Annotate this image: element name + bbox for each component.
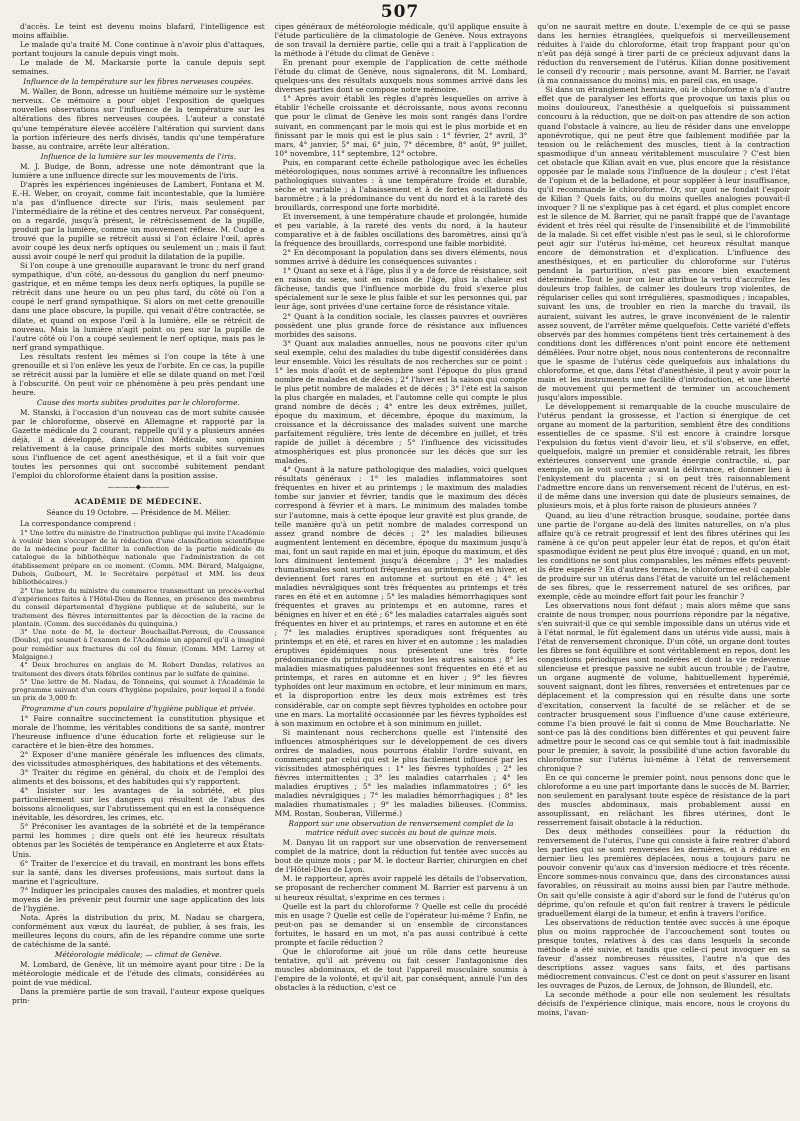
paragraph: d'accès. Le teint est devenu moins blafard, l'intelligence est moins affaiblie. [12, 22, 265, 41]
correspondence-item: 1° Une lettre du ministre de l'instruction publique qui invite l'Académie à vouloir bien s'occuper de la rédaction d'une classification scientifique de la médecine pour faciliter la confection de la partie médicale du catalogue de la bibliothèque nationale que l'administration de cet établissement prépare en ce moment. (Comm. MM. Bérard, Malgaigne, Dubois, Guibourt, M. le Secrétaire perpétuel et MM. les deux bibliothécaires.) [12, 528, 265, 587]
paragraph: 3° Traiter du régime en général, du choix et de l'emploi des aliments et des boissons, et des habitudes qui s'y rapportent. [12, 768, 265, 787]
paragraph: Quand, au lieu d'une rétraction brusque, soudaine, portée dans une partie de l'organe au-delà des limites naturelles, on n'a plus affaire qu'à ce retrait progressif et lent des fibres utérines qui les ramène à ce qu'on peut appeler leur état de repos, et qu'on était spasmodique évident ne peut plus être invoqué ; quand, en un mot, les conditions ne sont plus comparables, les mêmes effets peuvent-ils être espérés ? En d'autres termes, le chloroforme est-il capable de produire sur un utérus dans l'état de vacuité un tel relâchement de ses fibres, que le resserrement naturel de ses orifices, par exemple, cède au moindre effort fait pour les franchir ? [537, 510, 791, 601]
paragraph: Nota. Après la distribution du prix, M. Nadau se chargera, conformément aux vœux du lauréat, de publier, à ses frais, les meilleures leçons du cours, afin de les répandre comme une sorte de catéchisme de la santé. [12, 912, 265, 949]
paragraph: M. J. Budge, de Bonn, adresse une note démontrant que la lumière a une influence directe sur les mouvements de l'iris. [12, 161, 265, 180]
paragraph: 2° Exposer d'une manière générale les influences des climats, des vicissitudes atmosphériques, des habitations et des vêtements. [12, 750, 265, 769]
paragraph: Et inversement, à une température chaude et prolongée, humide et peu variable, à la rareté des vents du nord, à la hauteur comparative et à de faibles oscillations des baromètres, ainsi qu'à la fréquence des brouillards, correspond une faible morbidité. [274, 211, 528, 249]
paragraph: 4° Quant à la nature pathologique des maladies, voici quelques résultats généraux : 1° les maladies inflammatoires sont fréquentes en hiver et au printemps ; le maximum des maladies tombe sur janvier et février, tandis que le maximum des décès correspond à février et à mars. Le minimum des malades tombe sur l'automne, mais à cette époque leur gravité est plus grande, de telle manière qu'à un petit nombre de malades correspond un assez grand nombre de décès ; 2° les maladies bilieuses augmentent lentement en décembre, époque du maximum jusqu'à mai, font un saut rapide en mai et juin, époque du maximum, et dès lors diminuent lentement jusqu'à décembre ; 3° les maladies rhumatismales sont surtout fréquentes au printemps et en hiver, et deviennent fort rares en automne et surtout en été ; 4° les maladies névralgiques sont très fréquentes au printemps et très rares en été et en automne ; 5° les maladies hémorrhagiques sont fréquentes et graves au printemps et en automne, rares et bénignes en hiver et en été ; 6° les maladies catarrales aiguës sont fréquentes en hiver et au printemps, et rares en automne et en été ; 7° les maladies éruptives sporadiques sont fréquentes au printemps et en été, et rares en hiver et en automne ; les maladies éruptives épidémiques nous présentent une très forte prédominance du printemps sur toutes les autres saisons ; 8° les maladies miasmatiques paludéennes sont fréquentes en été et au printemps, et rares en automne et en hiver ; 9° les fièvres typhoïdes ont leur maximum en octobre, et leur minimum en mars, et la disproportion entre les deux mois extrêmes est très considérable, car on compte sept fièvres typhoïdes en octobre pour une en mars. La mortalité occasionnée par les fièvres typhoïdes est à son maximum en octobre et à son minimum en juillet. [274, 465, 528, 728]
paragraph: Si l'on coupe à une grenouille auparavant le tronc du nerf grand sympathique, d'un côté, au-dessous du ganglion du nerf pneumo-gastrique, et en même temps les deux nerfs optiques, la pupille se rétrécit dans une heure ou un peu plus tard, du côté où l'on a coupé le nerf grand sympathique. Si alors on met cette grenouille dans une place obscure, la pupille, qui venait d'être contractée, se dilate, et quand on expose l'œil à la lumière, elle se rétrécit de nouveau. Mais la lumière n'agit point ou peu sur la pupille de l'autre côté où l'on a coupé seulement le nerf optique, mais pas le nerf grand sympathique. [12, 261, 265, 352]
paragraph: cipes généraux de météorologie médicale, qu'il applique ensuite à l'étude particulière de la climatologie de Genève. Nous extrayons de son travail la dernière partie, celle qui a trait à l'application de la méthode à l'étude du climat de Genève : [274, 22, 528, 59]
paragraph: 1° Après avoir établi les règles d'après lesquelles on arrive à établir l'échelle croissante et décroissante, nous avons reconnu que pour le climat de Genève les mois sont rangés dans l'ordre suivant, en commençant par le mois qui est le plus morbide et en finissant par le mois qui est le plus sain : 1° février, 2° avril, 3° mars, 4° janvier, 5° mai, 6° juin, 7° décembre, 8° août, 9° juillet, 10° novembre, 11° septembre, 12° octobre. [274, 94, 528, 158]
subheading: Influence de la température sur les fibres nerveuses coupées. [23, 77, 254, 87]
paragraph: 2° En décomposant la population dans ses divers éléments, nous sommes arrivé à déduire les conséquences suivantes : [274, 248, 528, 267]
correspondence-item: 3° Une note de M. le docteur Bouchaillat-Perroux, de Coussance (Doubs), qui soumet à l'examen de l'Académie un appareil qu'il a imaginé pour remédier aux fractures du col du fémur. (Comm. MM. Larrey et Malgaigne.) [12, 628, 265, 661]
subheading: Rapport sur une observation de renversement complet de la matrice réduit avec succès au bout de quinze mois. [288, 819, 514, 838]
paragraph: Les observations nous font défaut ; mais alors même que sans crainte de nous tromper, nous pourrions répondre par la négative, s'en suivrait-il que ce qui semble impossible dans un utérus vide et à l'état normal, le fût également dans un utérus vide aussi, mais à l'état de renversement chronique. D'un côté, un organe dont toutes les fibres se font équilibre et sont véritablement en repos, dont les congestions périodiques sont modérées et dont la vie redevenue silencieuse et presque passive ne subit aucun trouble ; de l'autre, un organe augmenté de volume, habituellement hyperémié, souvent saignant, dont les fibres, renversées et entretenues par ce déplacement et la compression qui en résulte dans une sorte d'excitation, conservent la faculté de se relâcher et de se contracter brusquement sous l'influence d'une cause extérieure, comme l'a bien prouvé le fait si connu de Mme Boucharlatte. Ne sont-ce pas là des conditions bien différentes et qui peuvent faire admettre pour le second cas ce qui semble tout à fait inadmissible pour le premier, à savoir, la possibilité d'une action favorable du chloroforme sur l'utérus lui-même à l'état de renversement chronique ? [537, 601, 791, 773]
paragraph: 1° Faire connaître succinctement la constitution physique et morale de l'homme, les véritables conditions de sa santé, montrer l'heureuse influence d'une éducation forte et religieuse sur le caractère et le bien-être des hommes. [12, 713, 265, 750]
paragraph: La seconde méthode a pour elle non seulement les résultats décisifs de l'expérience clinique, mais encore, nous le croyons du moins, l'avan- [537, 990, 791, 1018]
paragraph: Le malade de M. Mackarsie porte la canule depuis sept semaines. [12, 58, 265, 77]
section-heading: ACADÉMIE DE MÉDECINE. [74, 497, 203, 507]
correspondence-item: 4° Deux brochures en anglais de M. Robert Dundas, relatives au traitement des divers états fébriles continus par le sulfate de quinine. [12, 661, 265, 678]
paragraph: Les observations de réduction tentée avec succès à une époque plus ou moins rapprochée de l'accouchement sont toutes ou presque toutes, relatives à des cas dans lesquels la seconde méthode a été suivie, et tandis que celle-ci peut invoquer en sa faveur d'assez nombreuses réussites, l'autre n'a que des descriptions assez vagues sans faits, et des partisans médiocrement convaincus. C'est ce dont on peut s'assurer en lisant les ouvrages de Puzos, de Leroux, de Johnson, de Blundell, etc. [537, 917, 791, 990]
paragraph: 7° Indiquer les principales causes des maladies, et montrer quels moyens de les prévenir peut fournir une sage application des lois de l'hygiène. [12, 885, 265, 913]
paragraph: M. Stanski, à l'occasion d'un nouveau cas de mort subite causée par le chloroforme, observé en Allemagne et rapporté par la Gazette médicale du 2 courant, rappelle qu'il y a plusieurs années déjà, il a développé, dans l'Union Médicale, son opinion relativement à la cause principale des morts subites survenues sous l'influence de cet agent anesthésique, et il a fait voir que toutes les personnes qui ont succombé subitement pendant l'emploi du chloroforme étaient dans la position assise. [12, 407, 265, 481]
paragraph: Puis, en comparant cette échelle pathologique avec les échelles météorologiques, nous sommes arrivé à reconnaître les influences pathologiques suivantes : à une température froide et durable, sèche et variable ; à l'abaissement et à de fortes oscillations du baromètre ; à la prédominance du vent du nord et à la rareté des brouillards, correspond une forte morbidité. [274, 157, 528, 212]
paragraph: M. Waller, de Bonn, adresse un huitième mémoire sur le système nerveux. Ce mémoire a pour objet l'exposition de quelques nouvelles observations sur l'influence de la température sur les altérations des fibres nerveuses coupées. L'auteur a constaté qu'une température élevée accélère l'altération qui survient dans la portion inférieure des nerfs divisés, tandis qu'une température basse, au contraire, arrête leur altération. [12, 87, 265, 151]
correspondence-item: 2° Une lettre du ministre du commerce transmettant un procès-verbal d'expériences faites à l'Hôtel-Dieu de Rennes, en présence des membres du conseil départemental d'hygiène publique et de salubrité, sur le traitement des fièvres intermittentes par la décoction de la racine de plantain. (Comm. des succédanés du quinquina.) [12, 586, 265, 628]
paragraph: Si maintenant nous recherchons quelle est l'intensité des influences atmosphériques sur le développement de ces divers ordres de maladies, nous pourrons établir l'ordre suivant, en commençant par celui qui est le plus facilement influencé par les vicissitudes atmosphériques : 1° les fièvres typhoïdes ; 2° les fièvres intermittentes ; 3° les maladies catarrhales ; 4° les maladies éruptives ; 5° les maladies inflammatoires ; 6° les maladies névralgiques ; 7° les maladies hémorrhagiques ; 8° les maladies rhumatismales ; 9° les maladies bilieuses. (Commiss. MM. Rostan, Souberan, Villermé.) [274, 727, 528, 819]
paragraph: Les résultats restent les mêmes si l'on coupe la tête à une grenouille et si l'on enlève les yeux de l'orbite. En ce cas, la pupille se rétrécit aussi par la lumière et elle se dilate quand on met l'œil à l'obscurité. On peut voir ce phénomène à peu près pendant une heure. [12, 351, 265, 397]
paragraph: M. le rapporteur, après avoir rappelé les détails de l'observation, se proposant de rechercher comment M. Barrier est parvenu à un si heureux résultat, s'exprime en ces termes : [274, 874, 528, 902]
paragraph: 5° Préconiser les avantages de la sobriété et de la tempérance parmi les hommes ; dire quels ont été les heureux résultats obtenus par les Sociétés de tempérance en Angleterre et aux États-Unis. [12, 822, 265, 859]
paragraph: La correspondance comprend : [20, 519, 137, 529]
paragraph: 2° Quant à la condition sociale, les classes pauvres et ouvrières possèdent une plus grande force de résistance aux influences morbides des saisons. [274, 311, 528, 339]
paragraph: Si dans un étranglement herniaire, où le chloroforme n'a d'autre effet que de paralyser les efforts que provoque un taxis plus ou moins douloureux, l'anesthésie a quelquefois si puissamment concouru à la réduction, que ne doit-on pas attendre de son action quand l'obstacle à vaincre, au lieu de résider dans une enveloppe aponévrotique, qui ne peut être que faiblement modifiée par la tension ou le relâchement des muscles, tient à la contraction spasmodique d'un anneau véritablement musculaire ? C'est bien cet obstacle que Kilian avait en vue, plus encore que la résistance opposée par le malade sous l'influence de la douleur ; c'est l'état de l'opium et de la belladone, et pour suppléer à leur insuffisance, qu'il recommande le chloroforme. Or, sur quoi ne fondait l'espoir de Kilian ? Quels faits, ou du moins quelles analogies pouvait-il invoquer ? Il ne s'explique pas à cet égard, et plus complet encore est le silence de M. Barrier, qui ne paraît frappé que de l'avantage évident et très réel qui résulte de l'insensibilité et de l'immobilité de la malade. Si cet effet visible n'est pas le seul, si le chloroforme peut agir sur l'utérus lui-même, cet heureux résultat manque encore de démonstration et d'explication. L'influence des anesthésiques, et en particulier du chloroforme sur l'utérus pendant la parturition, n'est pas encore bien exactement déterminée. Tout le jour on leur attribue la vertu d'accroître les douleurs trop faibles, de calmer les douleurs trop violentes, de régulariser celles qui sont irrégulières, spasmodiques ; incapables, suivant les uns, de troubler en rien la marche du travail, ils auraient, suivant les autres, le grave inconvénient de le ralentir assez souvent, de l'arrêter même quelquefois. Cette variété d'effets observés par des hommes compétens tient très certainement à des conditions dont les différences n'ont point encore été nettement démêlées. Pour notre objet, nous nous contenterons de reconnaître que le spasme de l'utérus cède quelquefois aux inhalations du chloroforme, et que, dans l'état d'anesthésie, il peut y avoir pour la main et les instruments une facilité d'introduction, et une liberté de mouvement qui permettent de terminer un accouchement jusqu'alors impossible. [537, 85, 791, 402]
divider: ————◆———— [107, 483, 170, 492]
paragraph: M. Lombard, de Genève, lit un mémoire ayant pour titre : De la météorologie médicale et de l'étude des climats, considérées au point de vue médical. [12, 960, 265, 988]
page-number: 507 [380, 2, 420, 22]
column-2 [275, 22, 528, 1117]
paragraph: En prenant pour exemple de l'application de cette méthode l'étude du climat de Genève, nous signalerons, dit M. Lombard, quelques-uns des résultats auxquels nous sommes arrivé dans les diverses parties dont se compose notre mémoire. [274, 58, 528, 95]
subheading: Cause des morts subites produites par le chloroforme. [36, 397, 240, 407]
paragraph: Dans la première partie de son travail, l'auteur expose quelques prin- [12, 987, 265, 1006]
paragraph: 6° Traiter de l'exercice et du travail, en montrant les bons effets sur la santé, dans les diverses professions, mais surtout dans la marine et l'agriculture. [12, 858, 265, 886]
paragraph: 4° Insister sur les avantages de la sobriété, et plus particulièrement sur les dangers qui résultent de l'abus des boissons alcooliques, sur l'abrutissement qui en est la conséquence inévitable, les désordres, les crimes, etc. [12, 786, 265, 823]
paragraph: Des deux méthodes conseillées pour la réduction du renversement de l'utérus, l'une qui consiste à faire rentrer d'abord les parties qui se sont renversées les dernières, et à réduire en dernier lieu les premières déplacées, nous a toujours paru ne pouvoir convenir qu'aux cas d'inversion médiocre et très récente. Encore sommes-nous convaincu que, dans des circonstances aussi favorables, on réussirait au moins aussi bien par l'autre méthode. On sait qu'elle consiste à agir d'abord sur le fond de l'utérus qu'on déprime, qu'on refoule et qu'on fait rentrer à travers le pédicule graduellement élargi de la tumeur, et enfin à travers l'orifice. [537, 827, 791, 918]
correspondence-item: 5° Une lettre de M. Nadau, de Tonneins, qui soumet à l'Académie le programme suivant d'un cours d'hygiène populaire, pour lequel il a fondé un prix de 3,000 fr. [12, 677, 265, 703]
column-1 [12, 22, 265, 1117]
column-3 [537, 22, 790, 1117]
session-line: Séance du 19 Octobre. — Présidence de M. Mélier. [46, 508, 231, 518]
paragraph: 3° Quant aux maladies annuelles, nous ne pouvons citer qu'un seul exemple, celui des maladies du tube digestif considérées dans leur ensemble. Voici les résultats de nos recherches sur ce point : 1° les mois d'août et de septembre sont l'époque du plus grand nombre de malades et de décès ; 2° l'hiver est la saison qui compte le plus petit nombre de malades et de décès ; 3° l'été est la saison la plus chargée en malades, et l'automne celle qui compte le plus grand nombre de décès ; 4° entre les deux extrêmes, juillet, époque du maximum, et décembre, époque du maximum, la croissance et la décroissance des malades suivent une marche parfaitement régulière, très lente de décembre en juillet, et très rapide de juillet à décembre ; 5° l'influence des vicissitudes atmosphériques est plus prononcée sur les décès que sur les malades. [274, 338, 528, 466]
paragraph: Que le chloroforme ait joué un rôle dans cette heureuse tentative, qu'il ait prévenu ou fait cesser l'antagonisme des muscles abdominaux, et de tout l'appareil musculaire soumis à l'empire de la volonté, et qu'il ait, par conséquent, annulé l'un des obstacles à la réduction, c'est ce [274, 946, 528, 992]
subheading: Influence de la lumière sur les mouvements de l'iris. [40, 151, 237, 161]
paragraph: Le développement si remarquable de la couche musculaire de l'utérus pendant la grossesse, et l'action si énergique de cet organe au moment de la parturition, semblent être des conditions essentielles de ce spasme. S'il est encore à craindre lorsque l'expulsion du fœtus vient d'avoir lieu, et s'il s'observe, en effet, quelquefois, malgré un premier et considérable retrait, les fibres extérieures conservent une grande énergie contractile, si, par exemple, on le voit survenir avant la délivrance, et donner lieu à l'enkystement du placenta ; si on peut très raisonnablement l'admettre encore dans un renversement récent de l'utérus, en est-il de même dans une inversion qui date de plusieurs semaines, de plusieurs mois, et à plus forte raison de plusieurs années ? [537, 401, 791, 511]
paragraph: D'après les expériences ingénieuses de Lambert, Fontana et M. E.-H. Weber, on croyait, comme fait incontestable, que la lumière n'a pas d'influence directe sur l'iris, mais seulement par l'intermédiaire de la rétine et des centres nerveux. Par conséquent, on a regardé, jusqu'à présent, le rétrécissement de la pupille, produit par la lumière, comme un mouvement réflexe. M. Cudge a trouvé que la pupille se rétrécit aussi si l'on éclaire l'œil, après avoir coupé les deux nerfs optiques ou seulement un ; mais il faut aussi avoir coupé le nerf qui produit la dilatation de la pupille. [12, 179, 265, 262]
subheading: Météorologie médicale; — climat de Genève. [54, 950, 222, 960]
paragraph: Quelle est la part du chloroforme ? Quelle est celle du procédé mis en usage ? Quelle est celle de l'opérateur lui-même ? Enfin, ne peut-on pas se demander si un ensemble de circonstances fortuites, le hasard en un mot, n'a pas aussi contribué à cette prompte et facile réduction ? [274, 901, 528, 947]
paragraph: En ce qui concerne le premier point, nous pensons donc que le chloroforme a eu une part importante dans le succès de M. Barrier, non seulement en paralysant toute espèce de résistance de la part des muscles abdominaux, mais probablement aussi en assouplissant, en relâchant les fibres utérines, dont le resserrement faisait obstacle à la réduction. [537, 772, 791, 828]
paragraph: qu'on ne saurait mettre en doute. L'exemple de ce qui se passe dans les hernies étranglées, quelquefois si merveilleusement réduites à l'aide du chloroforme, était trop frappant pour qu'on n'eût pas déjà songé à tirer parti de ce précieux adjuvant dans la réduction du renversement de l'utérus. Kilian donne positivement le conseil d'y recourir ; mais personne, avant M. Barrier, ne l'avait (à ma connaissance du moins) mis, en pareil cas, en usage. [537, 22, 791, 86]
paragraph: M. Danyau lit un rapport sur une observation de renversement complet de la matrice, dont la réduction fut tentée avec succès au bout de quinze mois ; par M. le docteur Barrier, chirurgien en chef de l'Hôtel-Dieu de Lyon. [274, 838, 528, 875]
paragraph: Le malade qu'a traité M. Cone continue à n'avoir plus d'attaques, portant toujours la canule depuis vingt mois. [12, 40, 265, 59]
paragraph: 1° Quant au sexe et à l'âge, plus il y a de force de résistance, soit en raison du sexe, soit en raison de l'âge, plus la chaleur est fâcheuse, tandis que l'influence morbide du froid s'exerce plus spécialement sur le sexe le plus faible et sur les personnes qui, par leur âge, sont privées d'une certaine force de résistance vitale. [274, 266, 528, 312]
subheading: Programme d'un cours populaire d'hygiène publique et privée. [21, 703, 256, 713]
columns [12, 22, 790, 1117]
